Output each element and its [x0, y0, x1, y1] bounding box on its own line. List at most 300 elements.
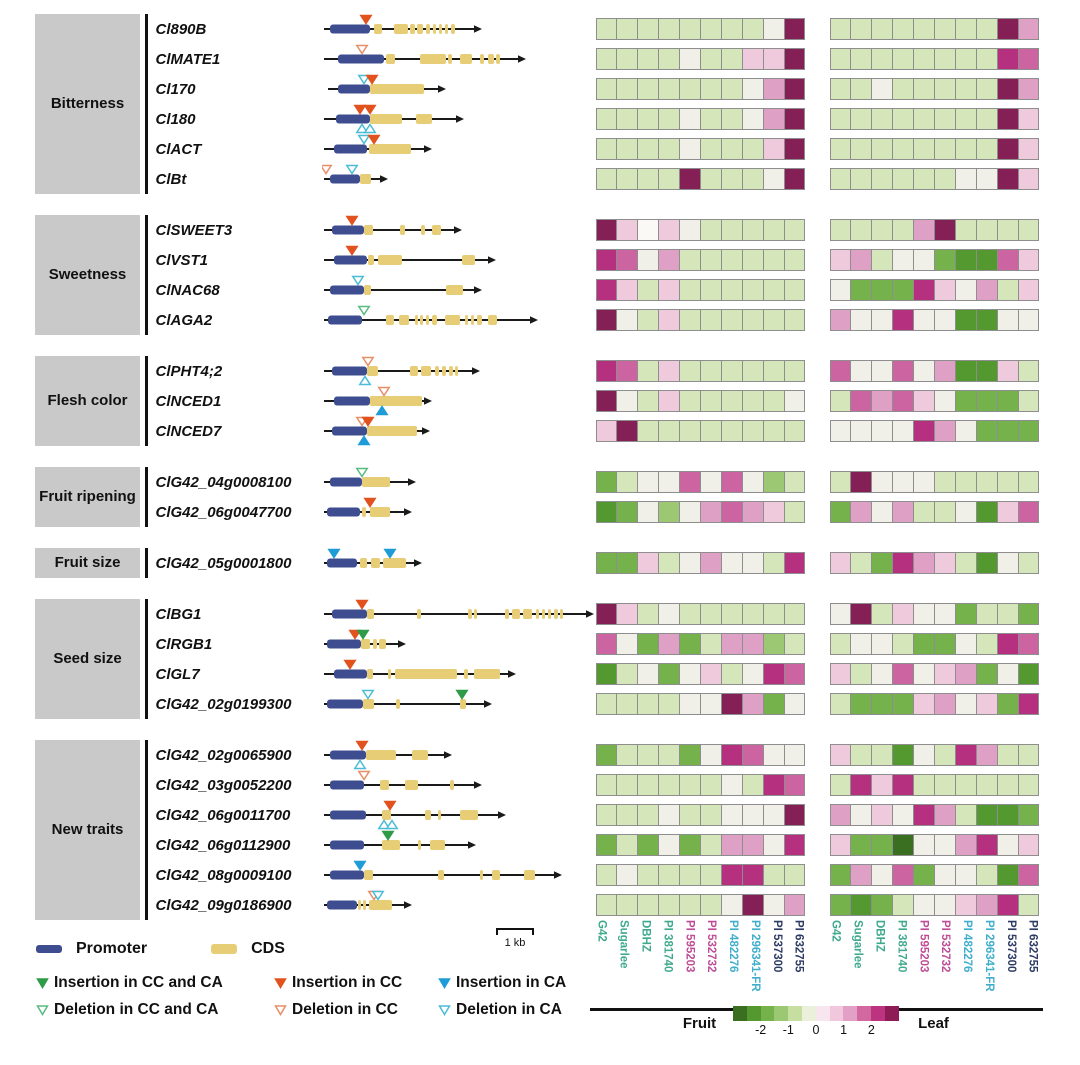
heatmap-cell: [955, 249, 977, 271]
heatmap-cell: [658, 390, 680, 412]
heatmap-cell: [955, 18, 977, 40]
heatmap-cell: [742, 603, 764, 625]
legend-item-ins_ca: [438, 974, 566, 992]
promoter-bar: [330, 781, 364, 790]
colorbar-swatch: [802, 1006, 816, 1021]
heatmap-cell: [596, 834, 618, 856]
heatmap-cell: [955, 864, 977, 886]
heatmap-cell: [892, 633, 914, 655]
heatmap-cell: [658, 18, 680, 40]
accession-label-slot: [612, 920, 634, 1006]
heatmap-cell: [784, 834, 806, 856]
exon-box: [394, 24, 408, 34]
heatmap-cell: [742, 501, 764, 523]
heatmap-cell: [637, 138, 659, 160]
heatmap-cell: [596, 804, 618, 826]
heatmap-cell: [658, 633, 680, 655]
trait-group-label: Bitterness: [35, 14, 140, 194]
heatmap-cell: [976, 48, 998, 70]
heatmap-cell: [934, 552, 956, 574]
heatmap-cell: [830, 108, 852, 130]
exon-box: [450, 780, 454, 790]
accession-label: PI 482276: [727, 920, 740, 973]
heatmap-cell: [934, 249, 956, 271]
gene-structure-diagram: [322, 830, 594, 860]
heatmap-cell: [913, 804, 935, 826]
heatmap-cell: [892, 78, 914, 100]
heatmap-cell: [679, 894, 701, 916]
exon-box: [361, 639, 370, 649]
leaf-heatmap-row: [830, 471, 1049, 493]
heatmap-cell: [637, 894, 659, 916]
heatmap-cell: [997, 603, 1019, 625]
heatmap-cell: [997, 78, 1019, 100]
exon-box: [474, 609, 477, 619]
heatmap-cell: [700, 138, 722, 160]
heatmap-cell: [700, 390, 722, 412]
heatmap-cell: [679, 633, 701, 655]
heatmap-cell: [1018, 309, 1040, 331]
exon-box: [363, 900, 366, 910]
heatmap-cell: [955, 804, 977, 826]
heatmap-cell: [892, 219, 914, 241]
heatmap-cell: [830, 552, 852, 574]
heatmap-cell: [596, 774, 618, 796]
gene-structure-diagram: [322, 275, 594, 305]
exon-box: [460, 810, 478, 820]
heatmap-cell: [892, 693, 914, 715]
heatmap-cell: [871, 420, 893, 442]
promoter-bar: [334, 256, 367, 265]
heatmap-cell: [913, 552, 935, 574]
deletion-marker-icon: [358, 307, 368, 315]
accession-label-slot: [977, 920, 999, 1006]
exon-box: [425, 810, 431, 820]
heatmap-cell: [871, 603, 893, 625]
heatmap-cell: [850, 219, 872, 241]
gene-row: [148, 245, 1049, 275]
del-cc-triangle-icon: [274, 1004, 287, 1016]
accession-label: G42: [829, 920, 842, 942]
heatmap-cell: [784, 894, 806, 916]
accession-label-slot: [634, 920, 656, 1006]
heatmap-cell: [830, 864, 852, 886]
exon-box: [480, 54, 484, 64]
promoter-bar: [334, 145, 367, 154]
heatmap-cell: [976, 219, 998, 241]
heatmap-cell: [658, 894, 680, 916]
fruit-heatmap-row: [596, 48, 815, 70]
accession-label-slot: [1021, 920, 1043, 1006]
colorbar-swatch: [830, 1006, 844, 1021]
heatmap-cell: [976, 663, 998, 685]
heatmap-cell: [616, 48, 638, 70]
heatmap-cell: [1018, 78, 1040, 100]
heatmap-cell: [721, 501, 743, 523]
exon-box: [368, 255, 374, 265]
heatmap-cell: [721, 804, 743, 826]
heatmap-cell: [1018, 249, 1040, 271]
exon-box: [362, 477, 390, 487]
heatmap-cell: [1018, 894, 1040, 916]
heatmap-cell: [616, 834, 638, 856]
heatmap-cell: [913, 309, 935, 331]
heatmap-cell: [997, 138, 1019, 160]
heatmap-cell: [596, 168, 618, 190]
heatmap-cell: [934, 894, 956, 916]
heatmap-cell: [955, 834, 977, 856]
exon-box: [367, 366, 378, 376]
heatmap-cell: [679, 501, 701, 523]
heatmap-cell: [1018, 48, 1040, 70]
promoter-swatch: [36, 945, 62, 953]
exon-box: [379, 639, 386, 649]
heatmap-cell: [976, 18, 998, 40]
heatmap-cell: [596, 18, 618, 40]
heatmap-cell: [763, 420, 785, 442]
fruit-heatmap-row: [596, 420, 815, 442]
gene-structure-diagram: [322, 740, 594, 770]
deletion-legend-row: [36, 1001, 566, 1019]
heatmap-cell: [596, 693, 618, 715]
heatmap-cell: [976, 744, 998, 766]
heatmap-cell: [850, 501, 872, 523]
gene-row: [148, 629, 1049, 659]
heatmap-cell: [976, 603, 998, 625]
heatmap-cell: [997, 390, 1019, 412]
heatmap-cell: [763, 471, 785, 493]
gene-name-label: ClNCED1: [155, 392, 222, 410]
heatmap-cell: [955, 48, 977, 70]
leaf-heatmap-row: [830, 390, 1049, 412]
gene-name-label: ClG42_02g0199300: [155, 695, 292, 713]
insertion-marker-icon: [376, 407, 386, 415]
accession-label: PI 482276: [961, 920, 974, 973]
colorbar-tick: -2: [755, 1023, 767, 1037]
heatmap-cell: [830, 360, 852, 382]
heatmap-cell: [976, 471, 998, 493]
fruit-panel-caption: Fruit: [682, 1015, 717, 1032]
heatmap-cell: [850, 420, 872, 442]
heatmap-cell: [784, 168, 806, 190]
accession-label-slot: [912, 920, 934, 1006]
exon-box: [386, 315, 394, 325]
heatmap-cell: [997, 693, 1019, 715]
heatmap-cell: [700, 78, 722, 100]
fruit-heatmap-row: [596, 219, 815, 241]
heatmap-cell: [742, 420, 764, 442]
gene-structure-diagram: [322, 14, 594, 44]
heatmap-cell: [955, 744, 977, 766]
fruit-heatmap-row: [596, 774, 815, 796]
accession-label-slot: [656, 920, 678, 1006]
fruit-heatmap-row: [596, 663, 815, 685]
heatmap-cell: [934, 219, 956, 241]
heatmap-cell: [700, 168, 722, 190]
del-cc-ca-triangle-icon: [36, 1004, 49, 1016]
fruit-heatmap-row: [596, 18, 815, 40]
heatmap-cell: [871, 78, 893, 100]
colorbar-swatch: [788, 1006, 802, 1021]
insertion-marker-icon: [354, 106, 364, 114]
heatmap-cell: [763, 894, 785, 916]
heatmap-cell: [871, 552, 893, 574]
gene-list: [148, 548, 1049, 578]
heatmap-cell: [616, 471, 638, 493]
heatmap-cell: [721, 360, 743, 382]
legend-item-del_cc_ca: [36, 1001, 274, 1019]
exon-box: [505, 609, 509, 619]
exon-box: [416, 114, 432, 124]
insertion-marker-icon: [346, 247, 356, 255]
heatmap-cell: [637, 633, 659, 655]
leaf-heatmap-row: [830, 219, 1049, 241]
heatmap-cell: [871, 309, 893, 331]
heatmap-cell: [955, 501, 977, 523]
heatmap-cell: [892, 744, 914, 766]
insertion-marker-icon: [354, 862, 364, 870]
trait-group: [0, 356, 1080, 446]
accession-label: PI 381740: [895, 920, 908, 973]
heatmap-cell: [763, 309, 785, 331]
heatmap-cell: [850, 279, 872, 301]
heatmap-cell: [616, 249, 638, 271]
heatmap-cell: [596, 864, 618, 886]
heatmap-cell: [742, 108, 764, 130]
accession-label: PI 381740: [661, 920, 674, 973]
heatmap-cell: [637, 279, 659, 301]
heatmap-cell: [742, 633, 764, 655]
heatmap-cell: [763, 48, 785, 70]
deletion-marker-icon: [362, 691, 372, 699]
exon-box: [488, 315, 497, 325]
trait-group-label: Fruit ripening: [35, 467, 140, 527]
heatmap-cell: [700, 360, 722, 382]
heatmap-cell: [913, 138, 935, 160]
heatmap-cell: [616, 774, 638, 796]
heatmap-cell: [742, 78, 764, 100]
deletion-marker-icon: [386, 821, 396, 829]
heatmap-cell: [637, 471, 659, 493]
heatmap-cell: [679, 663, 701, 685]
gene-name-label: ClRGB1: [155, 635, 213, 653]
gene-row: [148, 14, 1049, 44]
gene-structure-diagram: [322, 860, 594, 890]
fruit-heatmap-row: [596, 804, 815, 826]
heatmap-cell: [742, 552, 764, 574]
promoter-bar: [332, 226, 364, 235]
promoter-bar: [330, 175, 360, 184]
accession-label: Sugarlee: [851, 920, 864, 969]
accession-label: PI 537300: [1004, 920, 1017, 973]
heatmap-cell: [721, 663, 743, 685]
del-ca-triangle-icon: [438, 1004, 451, 1016]
heatmap-cell: [871, 279, 893, 301]
heatmap-cell: [700, 894, 722, 916]
accession-label-slot: [955, 920, 977, 1006]
gene-name-label: ClG42_06g0011700: [155, 806, 291, 824]
gene-row: [148, 659, 1049, 689]
exon-box: [438, 810, 441, 820]
heatmap-cell: [700, 471, 722, 493]
heatmap-cell: [679, 744, 701, 766]
exon-box: [395, 669, 457, 679]
exon-box: [410, 366, 418, 376]
heatmap-cell: [658, 501, 680, 523]
heatmap-cell: [850, 390, 872, 412]
gene-structure-diagram: [322, 890, 594, 920]
heatmap-cell: [721, 471, 743, 493]
gene-name-label: ClG42_05g0001800: [155, 554, 292, 572]
gene-name-label: ClPHT4;2: [155, 362, 223, 380]
colorbar-swatch: [761, 1006, 775, 1021]
legend-item-del_ca: [438, 1001, 562, 1019]
heatmap-cell: [763, 693, 785, 715]
gene-list: [148, 215, 1049, 335]
heatmap-cell: [830, 18, 852, 40]
exon-box: [449, 366, 453, 376]
deletion-marker-icon: [322, 166, 331, 174]
heatmap-cell: [637, 663, 659, 685]
heatmap-cell: [658, 279, 680, 301]
colorbar-swatch: [747, 1006, 761, 1021]
heatmap-cell: [871, 219, 893, 241]
ins-cc-ca-triangle-icon: [36, 977, 49, 989]
gene-row: [148, 416, 1049, 446]
accession-label-slot: [868, 920, 890, 1006]
heatmap-cell: [976, 774, 998, 796]
insertion-legend-row: [36, 974, 566, 992]
leaf-heatmap-row: [830, 864, 1049, 886]
heatmap-cell: [721, 420, 743, 442]
exon-box: [554, 609, 558, 619]
heatmap-cell: [976, 834, 998, 856]
heatmap-cell: [955, 633, 977, 655]
heatmap-cell: [934, 693, 956, 715]
heatmap-cell: [658, 249, 680, 271]
legend-item-label: Insertion in CA: [456, 974, 567, 991]
exon-box: [364, 870, 373, 880]
heatmap-cell: [658, 804, 680, 826]
heatmap-cell: [913, 279, 935, 301]
heatmap-cell: [871, 693, 893, 715]
heatmap-cell: [830, 78, 852, 100]
accession-label-slot: [890, 920, 912, 1006]
heatmap-cell: [616, 78, 638, 100]
legend-item-ins_cc: [274, 974, 438, 992]
trait-group: [0, 599, 1080, 719]
legend-item-label: Deletion in CC: [292, 1001, 398, 1018]
heatmap-cell: [913, 471, 935, 493]
heatmap-cell: [850, 774, 872, 796]
insertion-marker-icon: [360, 16, 370, 24]
heatmap-cell: [913, 693, 935, 715]
accession-label-slot: [743, 920, 765, 1006]
heatmap-cell: [637, 249, 659, 271]
promoter-bar: [338, 85, 370, 94]
leaf-heatmap-row: [830, 168, 1049, 190]
fruit-heatmap-row: [596, 309, 815, 331]
exon-box: [366, 750, 396, 760]
heatmap-cell: [658, 663, 680, 685]
heatmap-cell: [830, 48, 852, 70]
heatmap-cell: [763, 18, 785, 40]
heatmap-cell: [830, 168, 852, 190]
heatmap-cell: [913, 420, 935, 442]
heatmap-cell: [784, 693, 806, 715]
gene-row: [148, 770, 1049, 800]
promoter-bar: [330, 25, 370, 34]
heatmap-cell: [934, 864, 956, 886]
heatmap-cell: [871, 894, 893, 916]
heatmap-cell: [784, 138, 806, 160]
heatmap-cell: [658, 603, 680, 625]
accession-label: DBHZ: [873, 920, 886, 952]
heatmap-cell: [596, 390, 618, 412]
heatmap-cell: [679, 78, 701, 100]
heatmap-cell: [679, 864, 701, 886]
promoter-bar: [330, 871, 364, 880]
leaf-heatmap-row: [830, 603, 1049, 625]
heatmap-cell: [742, 864, 764, 886]
heatmap-cell: [871, 48, 893, 70]
trait-group: [0, 14, 1080, 194]
heatmap-cell: [871, 864, 893, 886]
fruit-heatmap-row: [596, 501, 815, 523]
exon-box: [382, 840, 400, 850]
exon-box: [512, 609, 520, 619]
heatmap-cell: [721, 693, 743, 715]
heatmap-cell: [830, 219, 852, 241]
heatmap-cell: [742, 309, 764, 331]
heatmap-cell: [934, 603, 956, 625]
exon-box: [360, 174, 371, 184]
heatmap-cell: [679, 420, 701, 442]
exon-box: [445, 24, 448, 34]
exon-box: [374, 24, 382, 34]
heatmap-cell: [700, 663, 722, 685]
heatmap-cell: [997, 744, 1019, 766]
heatmap-cell: [850, 603, 872, 625]
heatmap-cell: [892, 834, 914, 856]
leaf-heatmap-row: [830, 108, 1049, 130]
heatmap-cell: [700, 804, 722, 826]
gene-name-label: ClG42_09g0186900: [155, 896, 292, 914]
exon-box: [471, 315, 474, 325]
heatmap-cell: [700, 219, 722, 241]
insertion-marker-icon: [344, 661, 354, 669]
heatmap-cell: [955, 894, 977, 916]
heatmap-cell: [934, 501, 956, 523]
heatmap-cell: [637, 48, 659, 70]
heatmap-cell: [934, 168, 956, 190]
heatmap-cell: [700, 744, 722, 766]
colorbar-swatch: [733, 1006, 747, 1021]
heatmap-cell: [997, 420, 1019, 442]
exon-box: [474, 669, 500, 679]
heatmap-cell: [830, 663, 852, 685]
exon-box: [383, 558, 406, 568]
heatmap-cell: [742, 471, 764, 493]
heatmap-cell: [763, 138, 785, 160]
insertion-marker-icon: [456, 691, 466, 699]
heatmap-cell: [700, 501, 722, 523]
exon-box: [412, 750, 428, 760]
exon-box: [446, 285, 463, 295]
heatmap-cell: [742, 219, 764, 241]
heatmap-cell: [955, 774, 977, 796]
heatmap-cell: [700, 309, 722, 331]
